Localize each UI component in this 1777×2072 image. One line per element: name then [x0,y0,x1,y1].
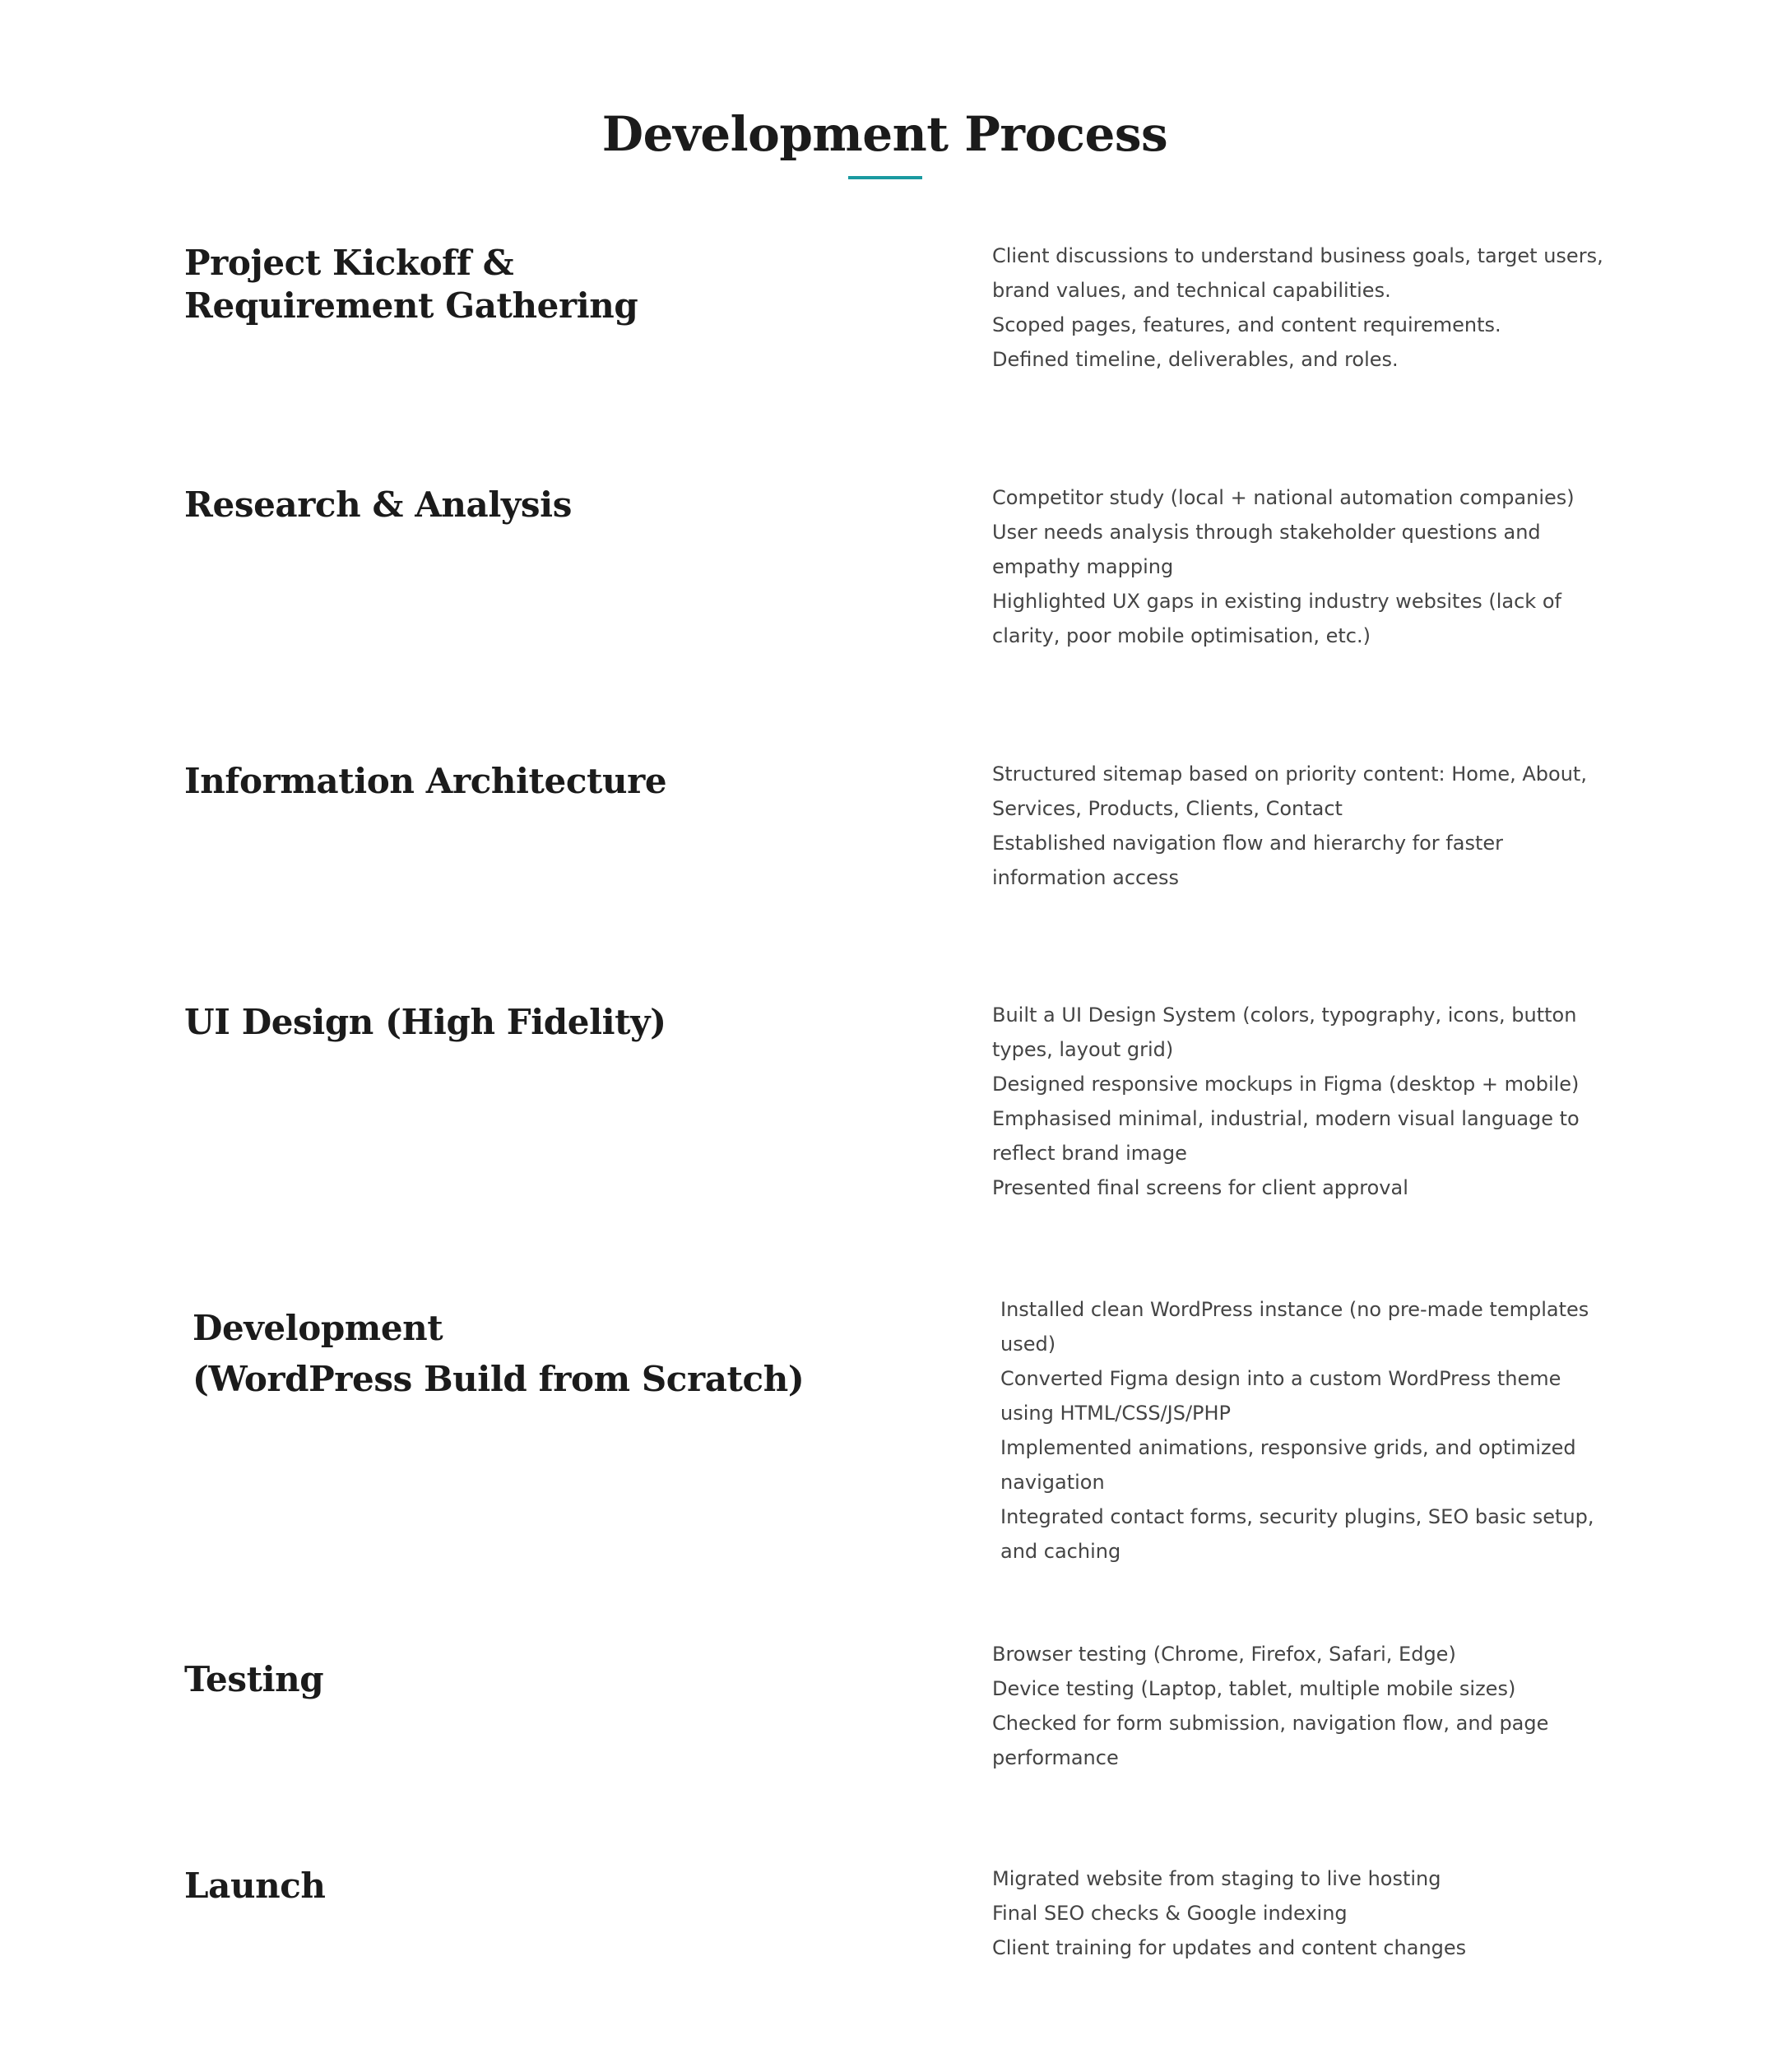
list-item: Competitor study (local + national automation companies) [992,486,1575,509]
step-list-kickoff [992,239,1617,377]
list-item: Established navigation flow and hierarchy for faster information access [992,832,1503,889]
list-item: User needs analysis through stakeholder questions and empathy mapping [992,521,1541,578]
step-list-information-architecture [992,757,1617,895]
step-heading-kickoff [184,242,925,327]
step-heading-testing [184,1658,925,1701]
heading-line: Requirement Gathering [184,285,638,326]
list-item: Client discussions to understand business goals, target users, brand values, and technical capabilities. [992,244,1603,302]
step-heading-launch [184,1865,925,1907]
step-list-development [1000,1292,1617,1569]
list-item: Built a UI Design System (colors, typography, icons, button types, layout grid) [992,1004,1577,1061]
list-item: Final SEO checks & Google indexing [992,1902,1348,1925]
heading-line: Project Kickoff & [184,243,514,283]
list-item: Device testing (Laptop, tablet, multiple mobile sizes) [992,1677,1516,1700]
heading-line: Research & Analysis [184,484,572,525]
heading-line: UI Design (High Fidelity) [184,1002,666,1042]
list-item: Presented final screens for client approval [992,1176,1408,1199]
list-item: Installed clean WordPress instance (no pre-made templates used) [1000,1298,1589,1356]
step-list-ui-design [992,998,1617,1205]
step-heading-development [193,1303,933,1405]
heading-line: Information Architecture [184,761,667,801]
list-item: Highlighted UX gaps in existing industry websites (lack of clarity, poor mobile optimisation, etc.) [992,590,1561,647]
heading-line: (WordPress Build from Scratch) [193,1359,805,1399]
list-item: Emphasised minimal, industrial, modern visual language to reflect brand image [992,1107,1580,1165]
step-list-research [992,480,1617,653]
list-item: Browser testing (Chrome, Firefox, Safari, Edge) [992,1643,1456,1666]
list-item: Scoped pages, features, and content requirements. [992,313,1501,336]
list-item: Designed responsive mockups in Figma (desktop + mobile) [992,1073,1580,1096]
list-item: Client training for updates and content changes [992,1936,1467,1959]
step-list-testing [992,1637,1617,1775]
list-item: Defined timeline, deliverables, and roles. [992,348,1399,371]
step-list-launch [992,1861,1617,1965]
list-item: Checked for form submission, navigation flow, and page performance [992,1712,1549,1769]
page-title: Development Process [601,106,1168,162]
list-item: Converted Figma design into a custom WordPress theme using HTML/CSS/JS/PHP [1000,1367,1561,1425]
list-item: Migrated website from staging to live hosting [992,1867,1441,1890]
list-item: Integrated contact forms, security plugins, SEO basic setup, and caching [1000,1505,1594,1563]
step-heading-information-architecture [184,760,925,803]
heading-line: Launch [184,1866,326,1906]
list-item: Implemented animations, responsive grids, and optimized navigation [1000,1436,1576,1494]
heading-line: Testing [184,1659,324,1699]
step-heading-research [184,484,925,526]
list-item: Structured sitemap based on priority content: Home, About, Services, Products, Clients, Contact [992,763,1587,820]
step-heading-ui-design [184,1001,925,1044]
heading-line: Development [193,1308,443,1348]
title-underline [848,176,922,179]
